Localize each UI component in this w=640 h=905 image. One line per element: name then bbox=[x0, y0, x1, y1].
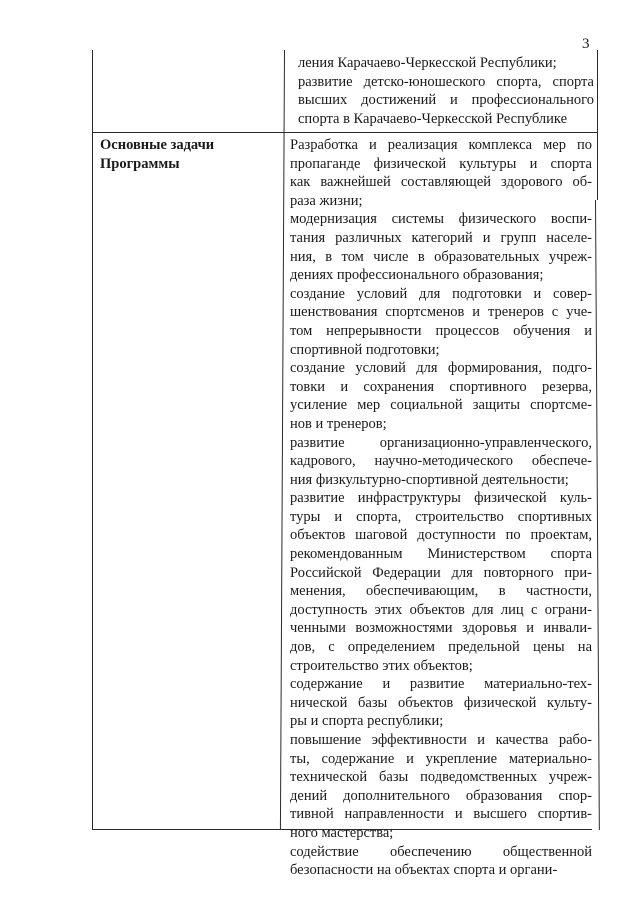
task-text-line: создание условий для формирования, подго- bbox=[290, 360, 592, 377]
tasks-cell-text bbox=[290, 136, 592, 880]
table-border-right-lower bbox=[595, 200, 600, 830]
table-column-divider bbox=[280, 50, 285, 830]
task-text-line: тания различных категорий и групп населе- bbox=[290, 229, 592, 246]
task-text-line: туры и спорта, строительство спортивных bbox=[290, 508, 592, 525]
task-text-line: содействие обеспечению общественной bbox=[290, 843, 592, 860]
task-text-line: менения, обеспечивающим, в частности, bbox=[290, 583, 592, 600]
task-text-line: как важнейшей составляющей здорового об- bbox=[290, 174, 592, 191]
task-text-line: строительство этих объектов; bbox=[290, 657, 473, 674]
task-text-line: ты, содержание и укрепление материально- bbox=[290, 750, 592, 767]
task-text-line: нической базы объектов физической культу- bbox=[290, 694, 592, 711]
task-text-line: раза жизни; bbox=[290, 192, 363, 209]
task-text-line: развитие организационно-управленческого, bbox=[290, 434, 592, 451]
task-text-line: безопасности на объектах спорта и органи- bbox=[290, 862, 558, 879]
task-text-line: Российской Федерации для повторного при- bbox=[290, 564, 592, 581]
row-label bbox=[100, 136, 280, 173]
task-text-line: создание условий для подготовки и совер- bbox=[290, 285, 592, 302]
table-border-right bbox=[597, 50, 598, 200]
row-label-line: Программы bbox=[100, 155, 180, 172]
row-label-line: Основные задачи bbox=[100, 137, 215, 153]
task-text-line: том непрерывности процессов обучения и bbox=[290, 322, 592, 339]
page-number: 3 bbox=[582, 36, 590, 52]
task-text-line: пропаганде физической культуры и спорта bbox=[290, 155, 592, 172]
task-text-line: дений дополнительного образования спор- bbox=[290, 787, 592, 804]
task-text-line: усиление мер социальной защиты спортсме- bbox=[290, 397, 592, 414]
task-text-line: рекомендованным Министерством спорта bbox=[290, 546, 592, 563]
task-text-line: кадрового, научно-методического обеспече- bbox=[290, 453, 592, 470]
table-border-left bbox=[92, 50, 93, 830]
task-text-line: ного мастерства; bbox=[290, 824, 394, 841]
task-text-line: развитие инфраструктуры физической куль- bbox=[290, 490, 592, 507]
task-text-line: ченными возможностями здоровья и инвали- bbox=[290, 620, 592, 637]
task-text-line: тивной направленности и высшего спортив- bbox=[290, 806, 592, 823]
text-line: высших достижений и профессионального bbox=[298, 92, 594, 109]
program-table bbox=[92, 50, 598, 879]
task-text-line: дениях профессионального образования; bbox=[290, 267, 544, 284]
task-text-line: технической базы подведомственных учреж- bbox=[290, 769, 592, 786]
task-text-line: товки и сохранения спортивного резерва, bbox=[290, 378, 592, 395]
task-text-line: содержание и развитие материально-тех- bbox=[290, 676, 592, 693]
text-line: развитие детско-юношеского спорта, спорта bbox=[298, 73, 594, 90]
continued-cell-text bbox=[298, 54, 594, 128]
task-text-line: объектов шаговой доступности по проектам, bbox=[290, 527, 592, 544]
task-text-line: модернизация системы физического воспи- bbox=[290, 211, 592, 228]
task-text-line: ния, в том числе в образовательных учреж- bbox=[290, 248, 592, 265]
text-line: ления Карачаево-Черкесской Республики; bbox=[298, 55, 557, 71]
task-text-line: ния физкультурно-спортивной деятельности; bbox=[290, 471, 569, 488]
table-row-divider bbox=[92, 132, 598, 133]
text-line: спорта в Карачаево-Черкесской Республике bbox=[298, 110, 568, 127]
task-text-line: нов и тренеров; bbox=[290, 415, 387, 432]
task-text-line: шенствования спортсменов и тренеров с уче- bbox=[290, 304, 592, 321]
task-text-line: ры и спорта республики; bbox=[290, 713, 444, 730]
task-text-line: доступность этих объектов для лиц с ограни- bbox=[290, 601, 592, 618]
task-text-line: Разработка и реализация комплекса мер по bbox=[290, 137, 592, 153]
task-text-line: повышение эффективности и качества рабо- bbox=[290, 732, 592, 748]
task-text-line: спортивной подготовки; bbox=[290, 341, 440, 358]
task-text-line: дов, с определением предельной цены на bbox=[290, 639, 592, 656]
